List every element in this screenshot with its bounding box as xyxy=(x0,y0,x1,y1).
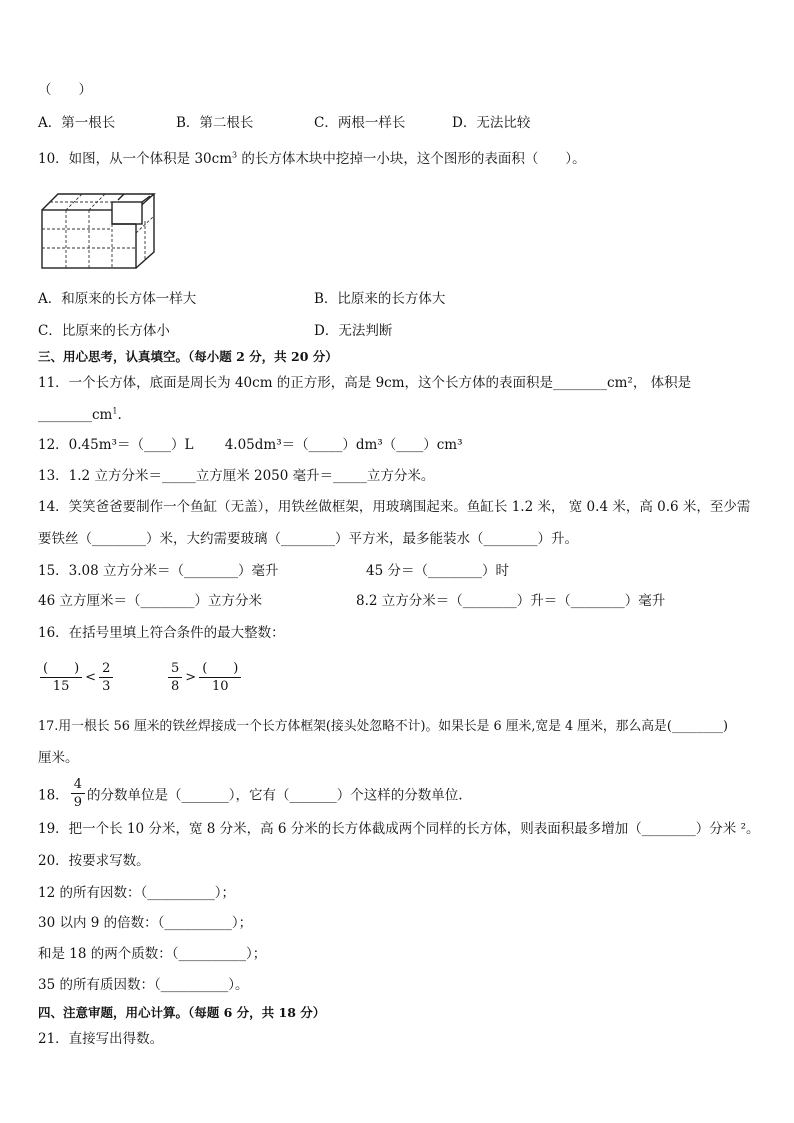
q20-item-3: 和是 18 的两个质数：（__________）； xyxy=(38,946,267,962)
q14-line1: 14．笑笑爸爸要制作一个鱼缸（无盖），用铁丝做框架，用玻璃围起来。鱼缸长 1.2 米， 宽 0.4 米，高 0.6 米，至少需 xyxy=(38,499,751,515)
q16-inequality-2: $\frac{5}{8}$ > $\frac{( )}{10}$ xyxy=(166,660,243,695)
q16-fraction-left-2: $\frac{5}{8}$ xyxy=(168,660,182,695)
q20-item-4: 35 的所有质因数：（__________）。 xyxy=(38,977,249,993)
q17-line2: 厘米。 xyxy=(38,750,79,766)
q15-part-c: 46 立方厘米＝（________）立方分米 xyxy=(38,593,262,609)
q15-part-b: 45 分＝（________）时 xyxy=(366,563,509,579)
q16-inequality-1: $\frac{( )}{15}$ < $\frac{2}{3}$ xyxy=(38,660,115,695)
q20-title: 20．按要求写数。 xyxy=(38,853,150,869)
q18-text: 18． $\frac{4}{9}$ 的分数单位是（_______），它有（_______）个这样的分数单位. xyxy=(38,777,463,810)
q18-fraction: $\frac{4}{9}$ xyxy=(71,776,85,811)
q10-option-b[interactable]: B．比原来的长方体大 xyxy=(314,291,446,307)
q20-item-2: 30 以内 9 的倍数：（__________）； xyxy=(38,915,253,931)
q15-part-d: 8.2 立方分米＝（________）升＝（________）毫升 xyxy=(356,593,666,609)
q11-line2: $\_\_\_\_\_\_\_\_cm^1$. xyxy=(38,406,122,423)
q9-option-c[interactable]: C．两根一样长 xyxy=(314,115,406,131)
q10-option-c[interactable]: C．比原来的长方体小 xyxy=(38,323,170,339)
q16-fraction-right-1: $\frac{2}{3}$ xyxy=(99,660,113,695)
section-4-heading: 四、注意审题，用心计算。（每题 6 分，共 18 分） xyxy=(38,1005,326,1020)
q20-item-1: 12 的所有因数：（__________）； xyxy=(38,885,235,901)
q9-option-d[interactable]: D．无法比较 xyxy=(452,115,531,131)
q9-answer-paren: （ ） xyxy=(38,82,92,98)
q9-option-a[interactable]: A．第一根长 xyxy=(38,115,116,131)
q10-option-a[interactable]: A．和原来的长方体一样大 xyxy=(38,291,197,307)
q11-line1: 11．一个长方体，底面是周长为 40cm 的正方形，高是 9cm，这个长方体的表面积是________cm²， 体积是 xyxy=(38,375,692,391)
q13-text: 13．1.2 立方分米＝_____立方厘米 2050 毫升＝_____立方分米。 xyxy=(38,468,435,484)
q10-text: 10．如图，从一个体积是 $30cm^3$ 的长方体木块中挖掉一小块，这个图形的表面积（ ）。 xyxy=(38,150,586,167)
q17-line1: 17.用一根长 56 厘米的铁丝焊接成一个长方体框架(接头处忽略不计)。如果长是 6 厘米,宽是 4 厘米，那么高是(________) xyxy=(38,719,729,734)
q16-fraction-right-2: $\frac{( )}{10}$ xyxy=(199,660,241,695)
q16-text: 16．在括号里填上符合条件的最大整数： xyxy=(38,625,285,641)
q12-text: 12．0.45m³＝（____）L 4.05dm³＝（_____）dm³（____）cm³ xyxy=(38,437,463,453)
q19-text: 19．把一个长 10 分米，宽 8 分米，高 6 分米的长方体截成两个同样的长方体，则表面积最多增加（________）分米 ²。 xyxy=(38,821,760,837)
q21-text: 21．直接写出得数。 xyxy=(38,1031,164,1047)
section-3-heading: 三、用心思考，认真填空。（每小题 2 分，共 20 分） xyxy=(38,349,338,364)
q15-part-a: 15．3.08 立方分米＝（________）毫升 xyxy=(38,563,279,579)
cuboid-with-notch-figure xyxy=(38,186,158,276)
q9-option-b[interactable]: B．第二根长 xyxy=(176,115,254,131)
q14-line2: 要铁丝（________）米，大约需要玻璃（________）平方米，最多能装水（________）升。 xyxy=(38,531,578,547)
q10-option-d[interactable]: D．无法判断 xyxy=(314,323,393,339)
q16-fraction-left-1: $\frac{( )}{15}$ xyxy=(40,660,82,695)
